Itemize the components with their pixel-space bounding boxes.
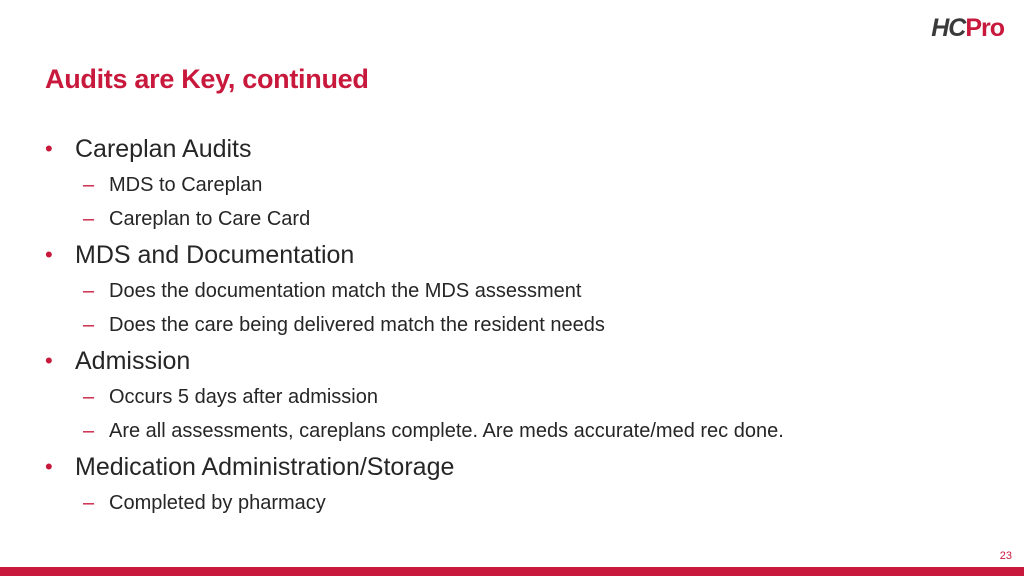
hcpro-logo: [931, 16, 1004, 41]
dash-marker: –: [83, 208, 95, 230]
dash-marker: –: [83, 280, 95, 302]
sub-bullet-item: [45, 486, 985, 520]
sub-bullet-text: Careplan to Care Card: [109, 208, 311, 230]
page-number: 23: [999, 550, 1012, 562]
bullet-text: Careplan Audits: [75, 135, 252, 163]
bullet-item: [45, 236, 985, 274]
sub-bullet-item: [45, 414, 985, 448]
sub-bullet-text: Are all assessments, careplans complete. Are meds accurate/med rec done.: [109, 420, 784, 442]
logo-pro: Pro: [965, 14, 1004, 42]
sub-bullet-text: Completed by pharmacy: [109, 492, 326, 514]
dash-marker: –: [83, 314, 95, 336]
sub-bullet-text: Does the documentation match the MDS assessment: [109, 280, 582, 302]
sub-bullet-item: [45, 308, 985, 342]
bullet-marker: •: [45, 454, 53, 479]
sub-bullet-item: [45, 274, 985, 308]
dash-marker: –: [83, 174, 95, 196]
bullet-text: Medication Administration/Storage: [75, 453, 455, 481]
footer-bar: [0, 567, 1024, 576]
sub-bullet-text: MDS to Careplan: [109, 174, 263, 196]
bullet-text: MDS and Documentation: [75, 241, 355, 269]
bullet-marker: •: [45, 136, 53, 161]
bullet-marker: •: [45, 242, 53, 267]
sub-bullet-text: Occurs 5 days after admission: [109, 386, 378, 408]
bullet-item: [45, 130, 985, 168]
dash-marker: –: [83, 492, 95, 514]
sub-bullet-text: Does the care being delivered match the resident needs: [109, 314, 605, 336]
slide-title: Audits are Key, continued: [45, 64, 369, 94]
dash-marker: –: [83, 420, 95, 442]
dash-marker: –: [83, 386, 95, 408]
bullet-text: Admission: [75, 347, 191, 375]
bullet-marker: •: [45, 348, 53, 373]
logo-hc: HC: [931, 14, 966, 42]
sub-bullet-item: [45, 168, 985, 202]
bullet-item: [45, 342, 985, 380]
sub-bullet-item: [45, 202, 985, 236]
sub-bullet-item: [45, 380, 985, 414]
bullet-item: [45, 448, 985, 486]
bullet-list: [45, 130, 985, 520]
